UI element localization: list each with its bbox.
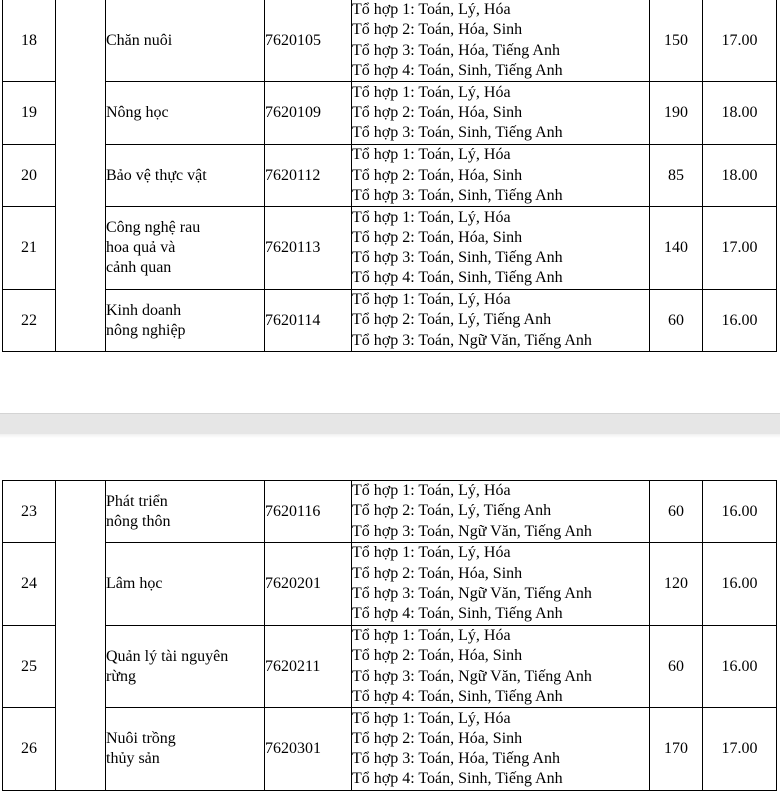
table-row [3,626,777,708]
major-name-line: Nuôi trồng [106,730,176,748]
row-number: 25 [3,626,56,708]
subject-combinations [352,543,650,626]
major-name [106,207,265,290]
subject-combination: Tổ hợp 2: Toán, Lý, Tiếng Anh [352,311,552,329]
cutoff-score: 17.00 [703,708,777,791]
subject-combinations [352,626,650,708]
major-name-line: Chăn nuôi [106,31,173,49]
subject-combination: Tổ hợp 3: Toán, Sinh, Tiếng Anh [352,124,563,142]
subject-combination: Tổ hợp 3: Toán, Sinh, Tiếng Anh [352,186,563,204]
subject-combinations [352,0,650,82]
cutoff-score: 16.00 [703,290,777,352]
major-code: 7620211 [265,626,352,708]
page-break-shadow [0,434,780,438]
major-name-line: Lâm học [106,575,163,592]
major-name [106,290,265,352]
subject-combination: Tổ hợp 2: Toán, Hóa, Sinh [352,729,523,747]
major-name [106,82,265,145]
cutoff-score: 16.00 [703,626,777,708]
subject-combinations [352,145,650,207]
major-code: 7620201 [265,543,352,626]
subject-combination: Tổ hợp 2: Toán, Hóa, Sinh [352,104,523,122]
major-name-line: Công nghệ rau [106,219,201,237]
subject-combination: Tổ hợp 2: Toán, Hóa, Sinh [352,228,523,246]
subject-combination: Tổ hợp 2: Toán, Hóa, Sinh [352,564,523,582]
major-code: 7620105 [265,0,352,82]
subject-combination: Tổ hợp 1: Toán, Lý, Hóa [352,208,511,226]
major-code: 7620113 [265,207,352,290]
subject-combinations [352,708,650,791]
table-row [3,543,777,626]
quota: 140 [650,207,703,290]
row-number: 18 [3,0,56,82]
major-name-line: cảnh quan [106,259,172,277]
table-row [3,708,777,791]
subject-combination: Tổ hợp 1: Toán, Lý, Hóa [352,627,511,644]
subject-combination: Tổ hợp 4: Toán, Sinh, Tiếng Anh [352,61,563,79]
table-row [3,290,777,352]
subject-combination: Tổ hợp 2: Toán, Hóa, Sinh [352,21,523,39]
major-name-line: Kinh doanh [106,301,182,319]
quota: 60 [650,481,703,543]
major-name-line: Quản lý tài nguyên [106,647,229,665]
subject-combinations [352,290,650,352]
major-name-line: thủy sản [106,750,160,768]
major-name-line: nông nghiệp [106,321,186,339]
subject-combination: Tổ hợp 1: Toán, Lý, Hóa [352,291,511,309]
group-cell [56,481,106,791]
quota: 60 [650,626,703,708]
quota: 150 [650,0,703,82]
major-name [106,0,265,82]
subject-combination: Tổ hợp 4: Toán, Sinh, Tiếng Anh [352,770,563,788]
row-number: 23 [3,481,56,543]
admission-table-bottom [2,480,777,791]
major-code: 7620109 [265,82,352,145]
subject-combination: Tổ hợp 4: Toán, Sinh, Tiếng Anh [352,687,563,705]
subject-combination: Tổ hợp 3: Toán, Ngữ Văn, Tiếng Anh [352,522,592,540]
row-number: 26 [3,708,56,791]
major-code: 7620301 [265,708,352,791]
table-row [3,481,777,543]
subject-combination: Tổ hợp 1: Toán, Lý, Hóa [352,146,511,164]
quota: 120 [650,543,703,626]
subject-combination: Tổ hợp 2: Toán, Lý, Tiếng Anh [352,502,552,520]
major-name-line: Phát triển [106,492,168,510]
major-code: 7620116 [265,481,352,543]
cutoff-score: 18.00 [703,145,777,207]
major-name [106,543,265,626]
subject-combination: Tổ hợp 1: Toán, Lý, Hóa [352,482,511,500]
major-code: 7620114 [265,290,352,352]
row-number: 20 [3,145,56,207]
table-row [3,207,777,290]
major-name-line: rừng [106,667,136,685]
row-number: 21 [3,207,56,290]
group-cell [56,0,106,352]
subject-combination: Tổ hợp 3: Toán, Hóa, Tiếng Anh [352,750,560,768]
page-break-gap [0,413,780,435]
table-row [3,0,777,82]
subject-combination: Tổ hợp 2: Toán, Hóa, Sinh [352,166,523,184]
subject-combinations [352,207,650,290]
subject-combination: Tổ hợp 1: Toán, Lý, Hóa [352,544,511,562]
table-row [3,145,777,207]
cutoff-score: 16.00 [703,481,777,543]
subject-combination: Tổ hợp 3: Toán, Ngữ Văn, Tiếng Anh [352,585,592,602]
major-name [106,626,265,708]
row-number: 22 [3,290,56,352]
subject-combination: Tổ hợp 4: Toán, Sinh, Tiếng Anh [352,269,563,287]
admission-table-top [2,0,777,352]
subject-combination: Tổ hợp 3: Toán, Ngữ Văn, Tiếng Anh [352,331,592,349]
table-row [3,82,777,145]
major-name-line: hoa quả và [106,239,176,257]
quota: 170 [650,708,703,791]
cutoff-score: 17.00 [703,207,777,290]
quota: 190 [650,82,703,145]
subject-combinations [352,82,650,145]
major-name-line: Nông học [106,104,169,122]
subject-combination: Tổ hợp 3: Toán, Sinh, Tiếng Anh [352,249,563,267]
major-name [106,481,265,543]
quota: 85 [650,145,703,207]
subject-combination: Tổ hợp 3: Toán, Ngữ Văn, Tiếng Anh [352,667,592,685]
major-name-line: nông thôn [106,512,171,530]
subject-combination: Tổ hợp 3: Toán, Hóa, Tiếng Anh [352,41,560,59]
major-name [106,145,265,207]
subject-combinations [352,481,650,543]
major-code: 7620112 [265,145,352,207]
subject-combination: Tổ hợp 2: Toán, Hóa, Sinh [352,647,523,665]
row-number: 24 [3,543,56,626]
row-number: 19 [3,82,56,145]
quota: 60 [650,290,703,352]
subject-combination: Tổ hợp 1: Toán, Lý, Hóa [352,83,511,101]
cutoff-score: 16.00 [703,543,777,626]
subject-combination: Tổ hợp 4: Toán, Sinh, Tiếng Anh [352,605,563,623]
major-name-line: Bảo vệ thực vật [106,166,207,184]
cutoff-score: 17.00 [703,0,777,82]
major-name [106,708,265,791]
subject-combination: Tổ hợp 1: Toán, Lý, Hóa [352,709,511,727]
subject-combination: Tổ hợp 1: Toán, Lý, Hóa [352,1,511,18]
cutoff-score: 18.00 [703,82,777,145]
